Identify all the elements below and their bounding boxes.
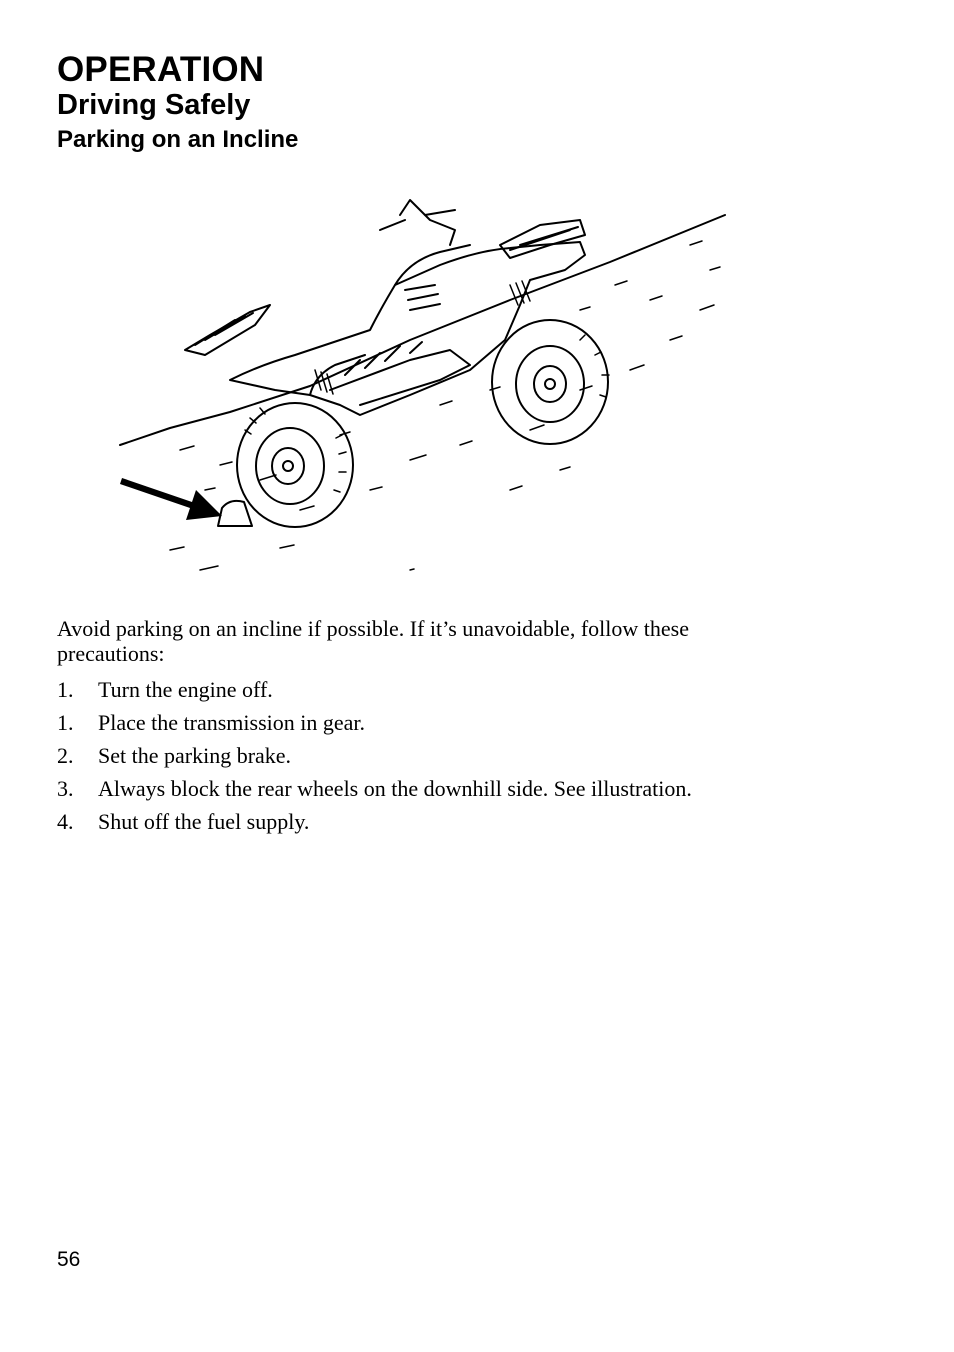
handlebars [380,200,455,245]
list-item [57,743,747,768]
section-heading: OPERATION [57,50,265,89]
arrow-indicator [120,478,222,520]
front-rack [500,220,585,258]
step-number: 1. [57,710,74,735]
atv-incline-illustration [110,190,735,590]
step-text: Turn the engine off. [98,677,273,702]
front-wheel [492,320,609,444]
rear-wheel [237,403,353,527]
step-text: Place the transmission in gear. [98,710,365,735]
topic-heading: Parking on an Incline [57,126,299,153]
step-number: 1. [57,677,74,702]
list-item [57,776,747,801]
list-item [57,677,747,702]
slope-line [120,215,725,445]
atv-body [230,242,585,415]
list-item [57,809,747,834]
wheel-block [218,501,252,526]
page-number: 56 [57,1248,81,1271]
step-number: 3. [57,776,74,801]
subsection-heading: Driving Safely [57,89,251,121]
step-text: Set the parking brake. [98,743,292,768]
step-number: 4. [57,809,74,834]
step-text: Always block the rear wheels on the downhill side. See illustration. [98,776,692,801]
step-number: 2. [57,743,74,768]
intro-paragraph: Avoid parking on an incline if possible. If it’s unavoidable, follow these precautions: [57,616,689,666]
step-text: Shut off the fuel supply. [98,809,310,834]
list-item [57,710,747,735]
rear-rack [185,305,270,355]
precaution-steps-list [57,677,747,842]
